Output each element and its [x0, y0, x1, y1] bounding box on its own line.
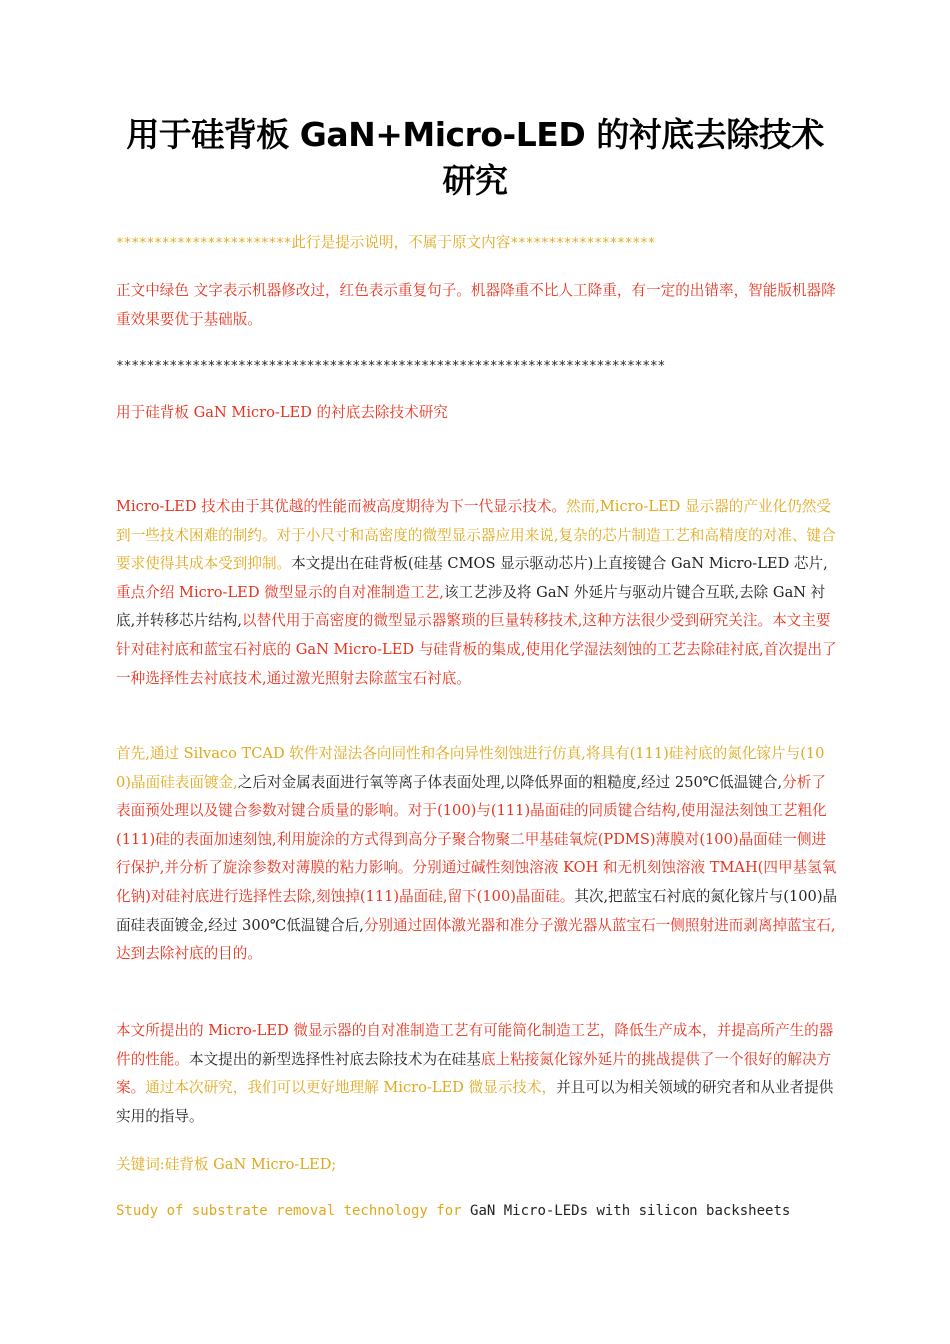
- text-segment: Micro-LED 技术由于其优越的性能而被高度期待为下一代显示技术。: [116, 498, 567, 515]
- subtitle: 用于硅背板 GaN Micro-LED 的衬底去除技术研究: [116, 404, 448, 421]
- document-title-line-1: 用于硅背板 GaN+Micro-LED 的衬底去除技术: [126, 115, 824, 154]
- notice-line: [116, 229, 838, 259]
- text-segment: 本文主要针对硅衬底和蓝宝石衬底的 GaN Micro-LED 与硅背板的集成,使用化学湿法刻蚀的工艺去除硅衬底,首次提出了一种选择性去衬底技术,通过激光照射去除蓝宝石衬底。: [116, 612, 837, 687]
- document-title-line-2: 研究: [442, 161, 508, 200]
- notice-stars-left: ***********************: [116, 236, 292, 251]
- text-segment: 该工艺涉及将 GaN 外延片与驱动片键合互联,去除 GaN 衬底,并转移芯片结构,: [116, 583, 826, 630]
- text-segment: Study of substrate removal technology for: [116, 1203, 471, 1219]
- text-segment: 之后对金属表面进行氧等离子体表面处理,以降低界面的粗糙度,经过 250℃低温键合,: [237, 773, 783, 791]
- text-segment: 并且可以为相关领域的研究者和从业者提供实用的指导。: [116, 1079, 834, 1125]
- explanation-paragraph: 正文中绿色 文字表示机器修改过，红色表示重复句子。机器降重不比人工降重，有一定的出错率，智能版机器降重效果要优于基础版。: [116, 282, 836, 328]
- text-segment: 然而,Micro-LED 显示器的产业化仍然受到一些技术困难的制约。对于小尺寸和高密度的微型显示器应用来说,复杂的芯片制造工艺和高精度的对准、键合要求使得其成本受到抑制。: [116, 498, 836, 573]
- text-segment: GaN Micro-LEDs with silicon backsheets: [470, 1203, 791, 1219]
- text-segment: 分析了表面预处理以及键合参数对键合质量的影响。对于(100)与(111)晶面硅的同质键合结构,使用湿法刻蚀工艺粗化(111)硅的表面加速刻蚀,利用旋涂的方式得到高分子聚合物聚二甲基硅氧烷(PDMS)薄膜对(100)晶面硅一侧进行保护,并分析了旋涂参数对薄膜的粘力影响。分别通过碱性刻蚀溶液 KOH 和无机刻蚀溶液 TMAH(四甲基氢氧化钠)对硅衬底进行选择性去除,刻蚀掉(111)晶面硅,留下(100)晶面硅。: [116, 773, 837, 905]
- notice-stars-right: *******************: [510, 236, 656, 251]
- english-title: [116, 1197, 838, 1226]
- document-title: [90, 112, 860, 204]
- text-segment: 其次,把蓝宝石衬底的氮化镓片与(100)晶面硅表面镀金,经过 300℃低温键合后,: [116, 887, 838, 934]
- separator-line: ************************************************************************: [116, 359, 666, 374]
- keywords-line: 关键词:硅背板 GaN Micro-LED;: [116, 1156, 337, 1173]
- text-segment: 重点介绍 Micro-LED 微型显示的自对准制造工艺,: [116, 583, 444, 601]
- text-segment: 以替代用于高密度的微型显示器繁琐的巨量转移技术,这种方法很少受到研究关注。: [242, 612, 773, 630]
- text-segment: 通过本次研究，我们可以更好地理解 Micro-LED 微显示技术，: [145, 1079, 557, 1097]
- text-segment: 本文提出的新型选择性衬底去除技术为在硅基: [188, 1050, 481, 1068]
- abstract-paragraph-1: [116, 493, 838, 693]
- text-segment: 本文所提出的 Micro-LED 微显示器的自对准制造工艺有可能简化制造工艺，降低生产成本，并提高所产生的器件的性能。: [116, 1022, 834, 1068]
- text-segment: 本文提出在硅背板(硅基 CMOS 显示驱动芯片)上直接键合 GaN Micro-LED 芯片,: [291, 555, 828, 573]
- abstract-paragraph-2: [116, 740, 838, 969]
- notice-text: 此行是提示说明，不属于原文内容: [291, 234, 511, 251]
- text-segment: 首先,通过 Silvaco TCAD 软件对湿法各向同性和各向异性刻蚀进行仿真,将具有(111)硅衬底的氮化镓片与(100)晶面硅表面镀金,: [116, 745, 825, 791]
- abstract-paragraph-3: [116, 1017, 838, 1131]
- text-segment: 分别通过固体激光器和准分子激光器从蓝宝石一侧照射进而剥离掉蓝宝石,达到去除衬底的目的。: [116, 916, 836, 963]
- text-segment: 底上粘接氮化镓外延片的挑战提供了一个很好的解决方案。: [116, 1050, 832, 1097]
